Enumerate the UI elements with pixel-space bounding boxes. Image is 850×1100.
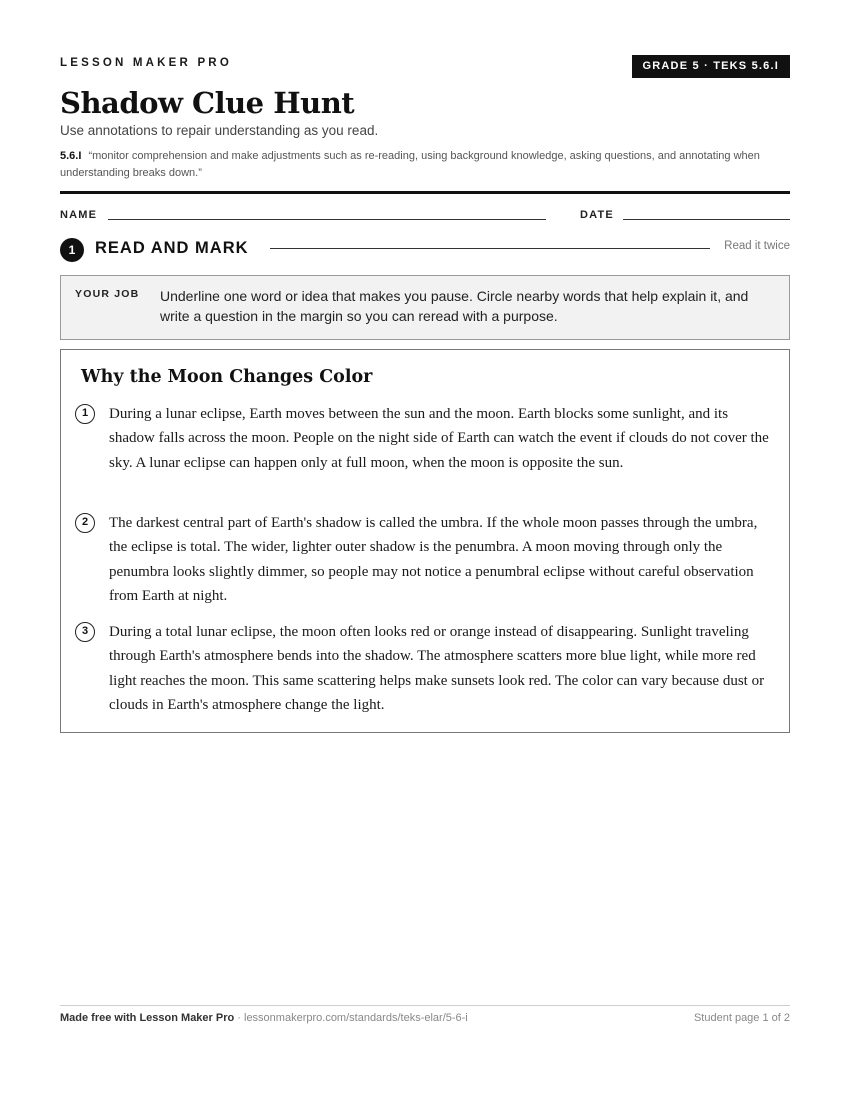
passage-paragraph	[75, 402, 775, 475]
paragraph-number-icon: 1	[75, 404, 95, 424]
paragraph-number-icon: 2	[75, 513, 95, 533]
section-title: READ AND MARK	[95, 239, 249, 257]
header-divider	[60, 191, 790, 194]
worksheet-subtitle: Use annotations to repair understanding as you read.	[60, 123, 379, 138]
reading-passage	[60, 349, 790, 733]
job-label: YOUR JOB	[75, 288, 140, 300]
footer-credit	[60, 1012, 468, 1024]
name-label: NAME	[60, 209, 98, 221]
standard-code: 5.6.I	[60, 150, 82, 162]
worksheet-title: Shadow Clue Hunt	[60, 86, 355, 120]
standard-description	[60, 148, 780, 182]
standard-text: “monitor comprehension and make adjustments such as re-reading, using background knowledge, asking questions, and annotating when understanding breaks down.”	[60, 150, 760, 179]
footer-made-with: Made free with Lesson Maker Pro	[60, 1012, 235, 1024]
date-field-line[interactable]	[623, 219, 790, 220]
footer-page-number: Student page 1 of 2	[693, 1012, 790, 1024]
date-label: DATE	[580, 209, 614, 221]
section-divider	[270, 248, 710, 249]
grade-badge: GRADE 5 · TEKS 5.6.I	[632, 55, 790, 78]
paragraph-text: During a lunar eclipse, Earth moves between the sun and the moon. Earth blocks some sunlight, and its shadow falls across the moon. People on the night side of Earth can watch the event if clouds do not cover the sky. A lunar eclipse can happen only at full moon, when the moon is opposite the sun.	[109, 406, 769, 471]
passage-title: Why the Moon Changes Color	[81, 367, 373, 387]
passage-paragraph	[75, 620, 775, 717]
footer-divider	[60, 1005, 790, 1006]
name-field-line[interactable]	[108, 219, 546, 220]
passage-paragraph	[75, 511, 775, 608]
job-instructions-box	[60, 275, 790, 340]
brand-name: LESSON MAKER PRO	[60, 57, 232, 69]
section-hint: Read it twice	[724, 240, 790, 252]
footer-url-link[interactable]: lessonmakerpro.com/standards/teks-elar/5-6-i	[244, 1012, 468, 1024]
job-text: Underline one word or idea that makes you pause. Circle nearby words that help explain it, and write a question in the margin so you can reread with a purpose.	[160, 288, 749, 324]
footer-separator: ·	[234, 1012, 244, 1024]
paragraph-text: The darkest central part of Earth's shadow is called the umbra. If the whole moon passes through the umbra, the eclipse is total. The wider, lighter outer shadow is the penumbra. A moon moving through only the penumbra looks slightly dimmer, so people may not notice a penumbral eclipse without careful observation from Earth at night.	[109, 515, 758, 604]
paragraph-text: During a total lunar eclipse, the moon often looks red or orange instead of disappearing. Sunlight traveling through Earth's atmosphere bends into the shadow. The atmosphere scatters more blue light, while more red light reaches the moon. This same scattering helps make sunsets look red. The color can vary because dust or clouds in Earth's atmosphere change the light.	[109, 624, 765, 713]
section-number-badge: 1	[60, 238, 84, 262]
paragraph-number-icon: 3	[75, 622, 95, 642]
